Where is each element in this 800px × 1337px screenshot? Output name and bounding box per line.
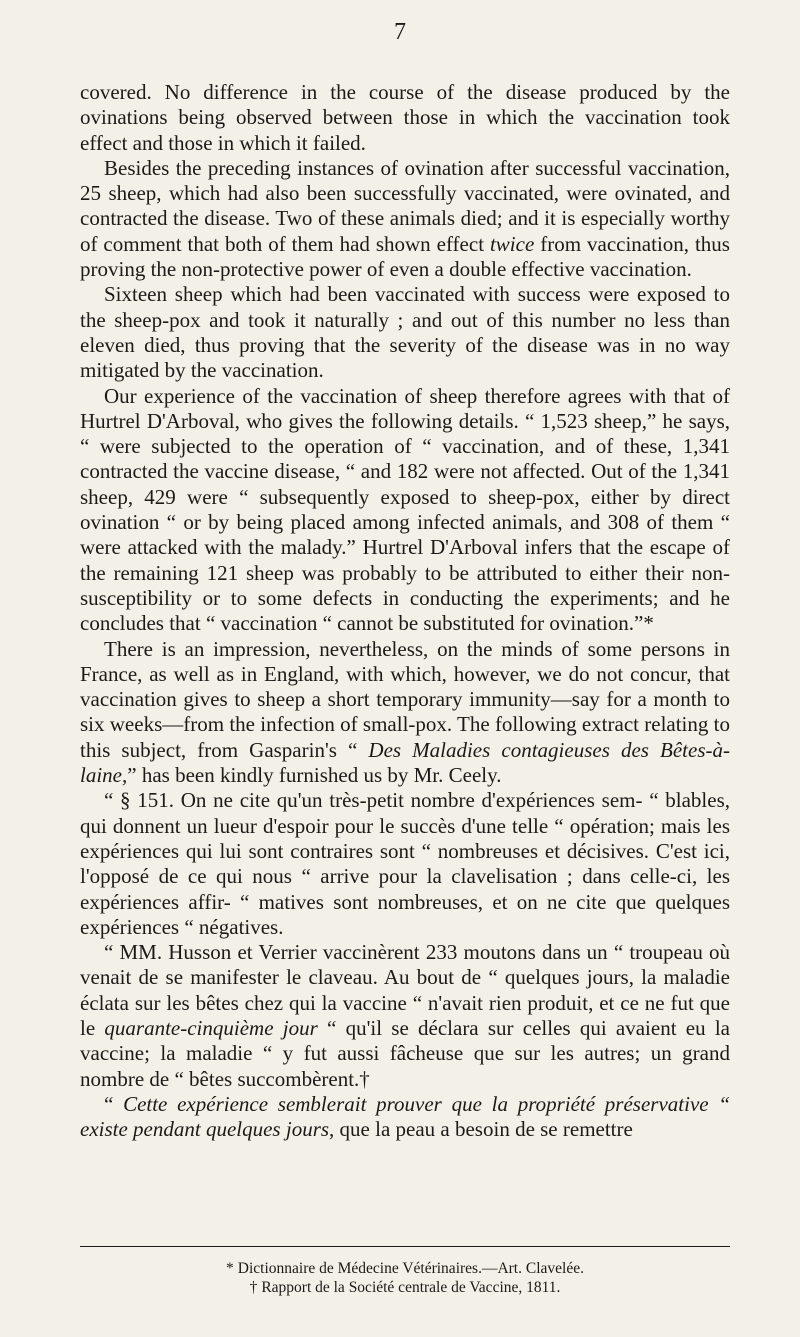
paragraph-3: Sixteen sheep which had been vaccinated with success were exposed to the sheep-pox and took it naturally ; and out of this number no less than eleven died, thus proving that the severity of the disease was in no way mitigated by the vaccination. (80, 282, 730, 383)
emphasis-cette: Cette expérience semblerait prouver que la propriété préservative “ existe pendant quelques jours, (80, 1091, 730, 1142)
paragraph-1: covered. No difference in the course of the disease produced by the ovinations being observed between those in which the vaccination took effect and those in which it failed. (80, 80, 730, 155)
footnotes (80, 1259, 730, 1297)
emphasis-quarante: quarante-cinquième jour (104, 1015, 318, 1040)
french-quote-2-text: “ MM. Husson et Verrier vaccinèrent 233 moutons dans un “ troupeau où venait de se manifester le claveau. Au bout de “ quelques jours, la maladie éclata sur les bêtes chez qui la vaccine “ n'avait rien produit, et ce ne fut que le (80, 940, 730, 1040)
paragraph-5-text: There is an impression, nevertheless, on the minds of some persons in France, as well as in England, with which, however, we do not concur, that vaccination gives to sheep a short temporary immunity—say for a month to six weeks—from the infection of small-pox. The following extract relating to this subject, from Gasparin's “ (80, 636, 730, 762)
paragraph-5 (80, 637, 730, 789)
footnote-2-symbol: † (249, 1279, 258, 1296)
page-number: 7 (394, 19, 406, 45)
book-title: Des Maladies contagieuses des Bêtes-à-laine, (80, 737, 730, 788)
footnote-1-symbol: * (226, 1260, 234, 1277)
french-quote-3 (80, 1092, 730, 1143)
footnote-1 (80, 1259, 730, 1278)
footnote-2-text: Rapport de la Société centrale de Vaccine, 1811. (261, 1279, 561, 1296)
paragraph-5-tail: ” has been kindly furnished us by Mr. Ceely. (127, 763, 502, 788)
footnote-rule (80, 1246, 730, 1247)
french-quote-2 (80, 940, 730, 1092)
paragraph-2-tail: from vaccination, thus proving the non-protective power of even a double effective vaccination. (80, 231, 730, 282)
french-quote-1: “ § 151. On ne cite qu'un très-petit nombre d'expériences sem- “ blables, qui donnent un lueur d'espoir pour le succès d'une telle “ opération; mais les expériences qui lui sont contraires sont “ nombreuses et décisives. C'est ici, l'opposé de ce qui nous “ arrive pour la clavelisation ; dans celle-ci, les expériences affir- “ matives sont nombreuses, et on ne cite que quelques expériences “ négatives. (80, 788, 730, 939)
footnote-2 (80, 1278, 730, 1297)
paragraph-4: Our experience of the vaccination of sheep therefore agrees with that of Hurtrel D'Arboval, who gives the following details. “ 1,523 sheep,” he says, “ were subjected to the operation of “ vaccination, and of these, 1,341 contracted the vaccine disease, “ and 182 were not affected. Out of the 1,341 sheep, 429 were “ subsequently exposed to sheep-pox, either by direct ovination “ or by being placed among infected animals, and 308 of them “ were attacked with the malady.” Hurtrel D'Arboval infers that the escape of the remaining 121 sheep was probably to be attributed to either their non-susceptibility or to some defects in conducting the experiments; and he concludes that “ vaccination “ cannot be substituted for ovination.”* (80, 383, 730, 636)
emphasis-twice: twice (489, 231, 535, 256)
footnote-1-text: Dictionnaire de Médecine Vétérinaires.—Art. Clavelée. (237, 1260, 584, 1277)
french-quote-3-tail: que la peau a besoin de se remettre (334, 1117, 633, 1142)
body-text (80, 80, 730, 1142)
french-quote-2-tail: “ qu'il se déclara sur celles qui avaient eu la vaccine; la maladie “ y fut aussi fâcheuse que sur les autres; un grand nombre de “ bêtes succombèrent.† (80, 1015, 731, 1091)
paragraph-2 (80, 156, 730, 282)
paragraph-2-text: Besides the preceding instances of ovination after successful vaccination, 25 sheep, which had also been successfully vaccinated, were ovinated, and contracted the disease. Two of these animals died; and it is especially worthy of comment that both of them had shown effect (80, 155, 730, 256)
french-quote-3-open: “ (104, 1091, 124, 1116)
